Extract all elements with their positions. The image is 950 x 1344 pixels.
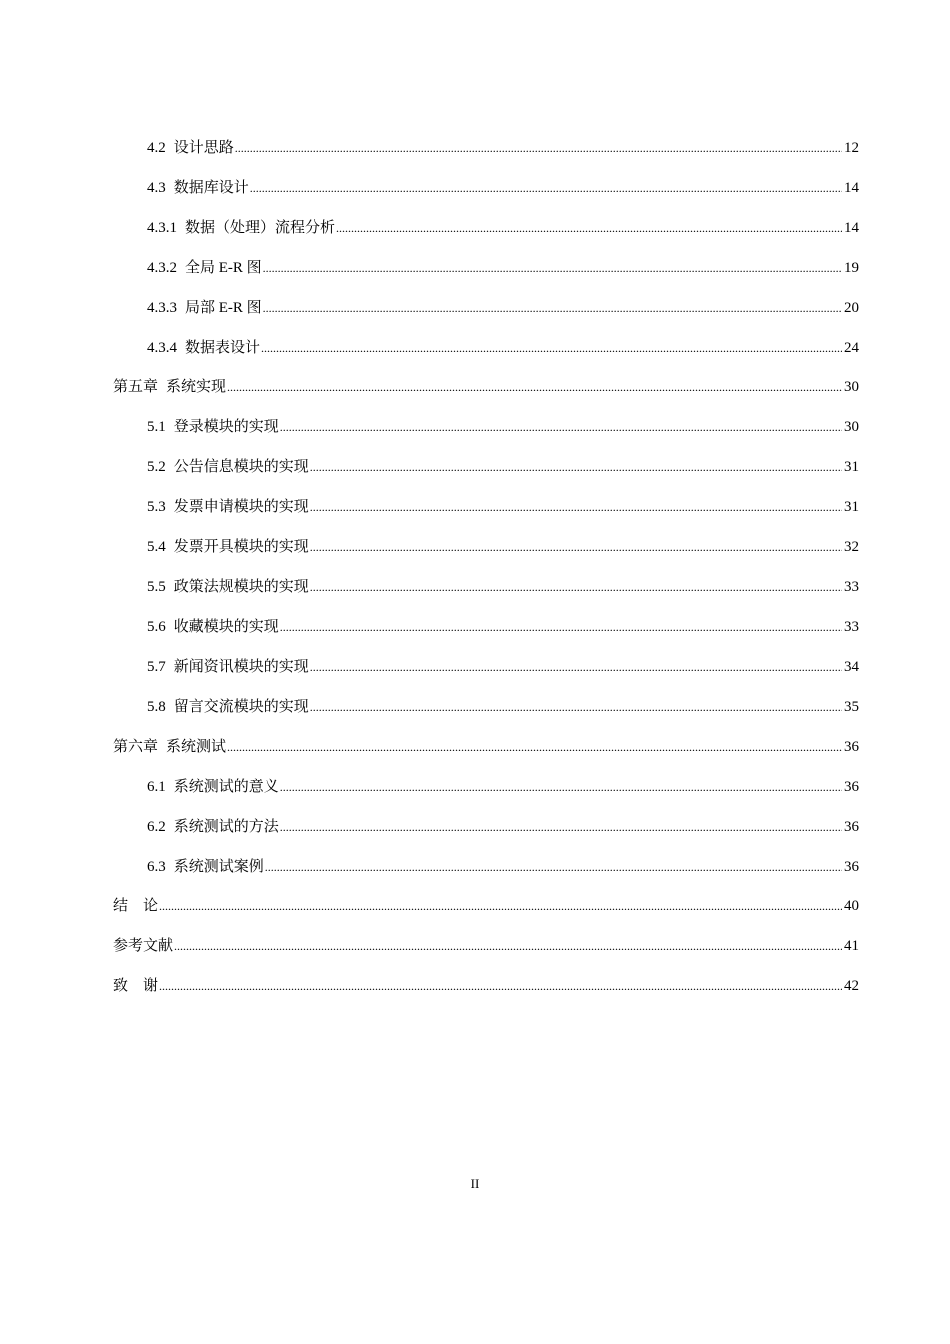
toc-entry-page: 35 — [844, 699, 859, 715]
dot-leader — [263, 297, 842, 319]
toc-entry[interactable] — [147, 177, 859, 199]
toc-entry[interactable] — [147, 496, 859, 518]
toc-entry[interactable] — [147, 297, 859, 319]
toc-entry-page: 36 — [844, 779, 859, 795]
page-number: II — [470, 1176, 480, 1191]
toc-entry-title: 局部 E-R 图 — [185, 300, 262, 316]
toc-chapter-entry[interactable] — [113, 736, 859, 758]
dot-leader — [310, 656, 842, 678]
dot-leader — [174, 935, 842, 957]
toc-entry-title: 数据表设计 — [185, 340, 261, 356]
dot-leader — [336, 217, 842, 239]
toc-entry[interactable] — [147, 656, 859, 678]
toc-entry-title: 系统测试的意义 — [173, 779, 279, 795]
toc-entry-page: 31 — [844, 459, 859, 475]
toc-entry-page: 19 — [844, 260, 859, 276]
dot-leader — [265, 856, 842, 878]
toc-entry-title: 登录模块的实现 — [173, 419, 279, 435]
toc-entry-title: 致 谢 — [113, 978, 159, 994]
toc-entry-title: 数据库设计 — [173, 180, 249, 196]
toc-entry[interactable] — [147, 816, 859, 838]
toc-entry-title: 数据（处理）流程分析 — [185, 220, 336, 236]
dot-leader — [310, 496, 842, 518]
toc-entry-number: 5.4 — [147, 539, 166, 555]
toc-entry-page: 14 — [844, 220, 859, 236]
toc-entry[interactable] — [147, 257, 859, 279]
toc-entry-number: 4.3.3 — [147, 300, 177, 316]
dot-leader — [310, 456, 842, 478]
toc-entry[interactable] — [147, 217, 859, 239]
toc-entry-page: 32 — [844, 539, 859, 555]
dot-leader — [235, 137, 842, 159]
toc-entry[interactable] — [147, 616, 859, 638]
toc-chapter-entry[interactable] — [113, 975, 859, 997]
dot-leader — [263, 257, 842, 279]
toc-entry-number: 5.7 — [147, 659, 166, 675]
toc-entry-number: 第六章 — [113, 739, 159, 755]
toc-entry-number: 5.2 — [147, 459, 166, 475]
toc-entry-title: 新闻资讯模块的实现 — [173, 659, 309, 675]
toc-entry-page: 33 — [844, 619, 859, 635]
toc-chapter-entry[interactable] — [113, 376, 859, 398]
toc-entry-page: 31 — [844, 499, 859, 515]
toc-entry-title: 设计思路 — [173, 140, 234, 156]
dot-leader — [280, 816, 842, 838]
toc-entry-number: 4.2 — [147, 140, 166, 156]
dot-leader — [227, 376, 842, 398]
dot-leader — [250, 177, 842, 199]
toc-entry[interactable] — [147, 137, 859, 159]
toc-entry-page: 24 — [844, 340, 859, 356]
toc-entry-title: 系统测试 — [166, 739, 227, 755]
dot-leader — [280, 776, 842, 798]
toc-entry-number: 4.3 — [147, 180, 166, 196]
toc-entry-number: 6.2 — [147, 819, 166, 835]
toc-entry-number: 5.3 — [147, 499, 166, 515]
toc-entry-number: 5.8 — [147, 699, 166, 715]
toc-entry-number: 4.3.4 — [147, 340, 177, 356]
toc-entry-title: 收藏模块的实现 — [173, 619, 279, 635]
toc-entry-title: 发票申请模块的实现 — [173, 499, 309, 515]
toc-entry[interactable] — [147, 696, 859, 718]
toc-entry-page: 41 — [844, 938, 859, 954]
toc-entry-page: 40 — [844, 898, 859, 914]
toc-entry-page: 33 — [844, 579, 859, 595]
dot-leader — [159, 975, 842, 997]
toc-entry-title: 留言交流模块的实现 — [173, 699, 309, 715]
toc-entry-number: 5.6 — [147, 619, 166, 635]
toc-entry-title: 系统测试案例 — [173, 859, 264, 875]
toc-entry[interactable] — [147, 456, 859, 478]
toc-entry-page: 30 — [844, 379, 859, 395]
toc-entry[interactable] — [147, 536, 859, 558]
toc-entry-page: 36 — [844, 819, 859, 835]
toc-entry-title: 结 论 — [113, 898, 159, 914]
toc-entry[interactable] — [147, 416, 859, 438]
toc-entry-page: 12 — [844, 140, 859, 156]
dot-leader — [261, 337, 842, 359]
toc-entry[interactable] — [147, 576, 859, 598]
dot-leader — [310, 536, 842, 558]
toc-entry[interactable] — [147, 776, 859, 798]
dot-leader — [280, 616, 842, 638]
toc-entry-title: 参考文献 — [113, 938, 174, 954]
dot-leader — [280, 416, 842, 438]
toc-entry-title: 政策法规模块的实现 — [173, 579, 309, 595]
toc-entry-title: 系统实现 — [166, 379, 227, 395]
toc-entry-page: 14 — [844, 180, 859, 196]
toc-entry-number: 第五章 — [113, 379, 159, 395]
toc-entry[interactable] — [147, 856, 859, 878]
toc-entry-page: 36 — [844, 739, 859, 755]
toc-entry-number: 5.1 — [147, 419, 166, 435]
dot-leader — [159, 895, 842, 917]
toc-entry-number: 4.3.1 — [147, 220, 177, 236]
toc-entry-title: 发票开具模块的实现 — [173, 539, 309, 555]
dot-leader — [310, 576, 842, 598]
dot-leader — [310, 696, 842, 718]
toc-chapter-entry[interactable] — [113, 895, 859, 917]
toc-entry-number: 6.1 — [147, 779, 166, 795]
toc-entry[interactable] — [147, 337, 859, 359]
toc-entry-page: 20 — [844, 300, 859, 316]
toc-entry-page: 34 — [844, 659, 859, 675]
dot-leader — [227, 736, 842, 758]
toc-entry-page: 42 — [844, 978, 859, 994]
toc-entry-title: 系统测试的方法 — [173, 819, 279, 835]
toc-entry-number: 4.3.2 — [147, 260, 177, 276]
toc-chapter-entry[interactable] — [113, 935, 859, 957]
toc-entry-title: 公告信息模块的实现 — [173, 459, 309, 475]
toc-entry-page: 30 — [844, 419, 859, 435]
toc-entry-number: 5.5 — [147, 579, 166, 595]
toc-entry-page: 36 — [844, 859, 859, 875]
toc-entry-number: 6.3 — [147, 859, 166, 875]
toc-entry-title: 全局 E-R 图 — [185, 260, 262, 276]
